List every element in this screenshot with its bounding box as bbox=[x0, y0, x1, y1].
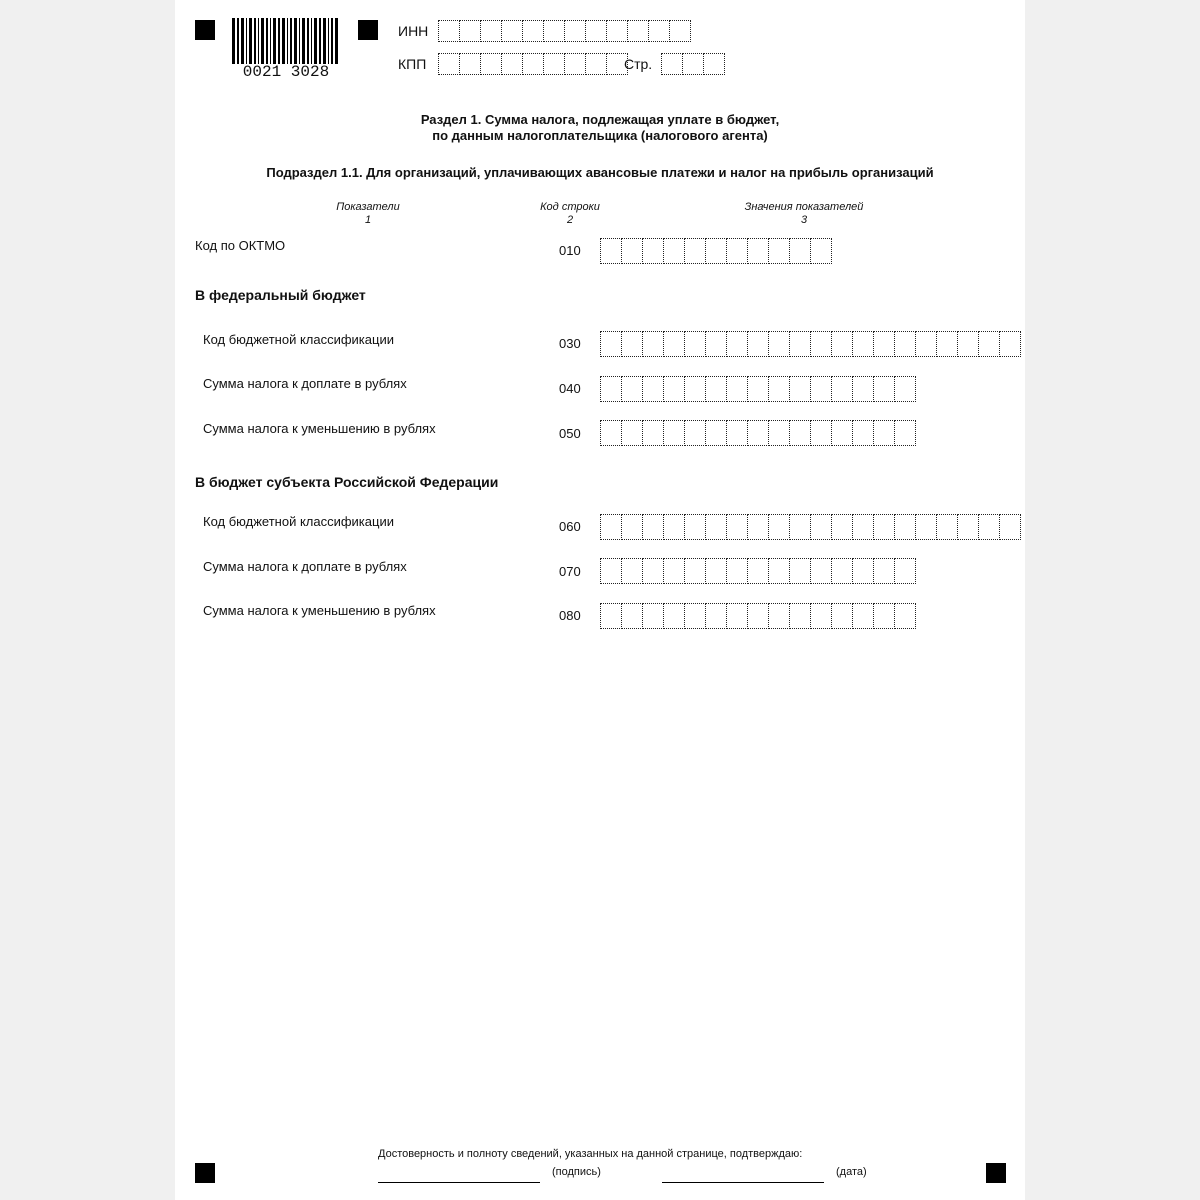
entry-cell[interactable] bbox=[481, 20, 502, 42]
entry-cell[interactable] bbox=[811, 376, 832, 402]
entry-cell[interactable] bbox=[937, 331, 958, 357]
oktmo-line-code: 010 bbox=[559, 243, 581, 258]
entry-cell[interactable] bbox=[502, 53, 523, 75]
regional-tax-payable-label: Сумма налога к доплате в рублях bbox=[203, 559, 407, 574]
entry-cell[interactable] bbox=[685, 514, 706, 540]
entry-cell[interactable] bbox=[748, 238, 769, 264]
entry-cell[interactable] bbox=[664, 603, 685, 629]
entry-cell[interactable] bbox=[853, 603, 874, 629]
entry-cell[interactable] bbox=[874, 514, 895, 540]
entry-cell[interactable] bbox=[643, 603, 664, 629]
entry-cell[interactable] bbox=[790, 376, 811, 402]
entry-cell[interactable] bbox=[622, 420, 643, 446]
entry-cell[interactable] bbox=[790, 558, 811, 584]
entry-cell[interactable] bbox=[874, 558, 895, 584]
entry-cell[interactable] bbox=[685, 376, 706, 402]
entry-cell[interactable] bbox=[685, 331, 706, 357]
entry-cell[interactable] bbox=[769, 420, 790, 446]
entry-cell[interactable] bbox=[832, 603, 853, 629]
entry-cell[interactable] bbox=[853, 558, 874, 584]
page-number-label: Стр. bbox=[624, 56, 653, 72]
entry-cell[interactable] bbox=[874, 376, 895, 402]
kpp-label: КПП bbox=[398, 56, 427, 72]
entry-cell[interactable] bbox=[622, 376, 643, 402]
section-title-line1: Раздел 1. Сумма налога, подлежащая уплате в бюджет, bbox=[420, 112, 780, 127]
entry-cell[interactable] bbox=[622, 238, 643, 264]
entry-cell[interactable] bbox=[769, 603, 790, 629]
entry-cell[interactable] bbox=[790, 238, 811, 264]
entry-cell[interactable] bbox=[979, 331, 1000, 357]
entry-cell[interactable] bbox=[622, 514, 643, 540]
entry-cell[interactable] bbox=[1000, 514, 1021, 540]
entry-cell[interactable] bbox=[622, 331, 643, 357]
barcode bbox=[232, 18, 340, 80]
entry-cell[interactable] bbox=[769, 376, 790, 402]
entry-cell[interactable] bbox=[628, 20, 649, 42]
entry-cell[interactable] bbox=[643, 376, 664, 402]
entry-cell[interactable] bbox=[748, 603, 769, 629]
entry-cell[interactable] bbox=[649, 20, 670, 42]
federal-tax-reduction-cells[interactable] bbox=[600, 420, 916, 442]
federal-tax-reduction-label: Сумма налога к уменьшению в рублях bbox=[203, 421, 436, 436]
date-label: (дата) bbox=[836, 1166, 867, 1178]
entry-cell[interactable] bbox=[832, 376, 853, 402]
entry-cell[interactable] bbox=[685, 603, 706, 629]
entry-cell[interactable] bbox=[874, 603, 895, 629]
entry-cell[interactable] bbox=[600, 420, 622, 446]
regional-kbk-cells[interactable] bbox=[600, 514, 1021, 536]
entry-cell[interactable] bbox=[979, 514, 1000, 540]
oktmo-label: Код по ОКТМО bbox=[195, 238, 286, 253]
entry-cell[interactable] bbox=[748, 331, 769, 357]
entry-cell[interactable] bbox=[706, 514, 727, 540]
entry-cell[interactable] bbox=[622, 603, 643, 629]
entry-cell[interactable] bbox=[853, 376, 874, 402]
confirmation-text: Достоверность и полноту сведений, указанных на данной странице, подтверждаю: bbox=[378, 1148, 803, 1160]
entry-cell[interactable] bbox=[523, 20, 544, 42]
entry-cell[interactable] bbox=[937, 514, 958, 540]
entry-cell[interactable] bbox=[600, 376, 622, 402]
column-header-number: 1 bbox=[364, 214, 372, 226]
entry-cell[interactable] bbox=[895, 376, 916, 402]
signature-label: (подпись) bbox=[552, 1166, 601, 1178]
regional-tax-reduction-line-code: 080 bbox=[559, 608, 581, 623]
entry-cell[interactable] bbox=[600, 331, 622, 357]
entry-cell[interactable] bbox=[811, 603, 832, 629]
entry-cell[interactable] bbox=[895, 331, 916, 357]
entry-cell[interactable] bbox=[916, 514, 937, 540]
entry-cell[interactable] bbox=[481, 53, 502, 75]
entry-cell[interactable] bbox=[727, 376, 748, 402]
entry-cell[interactable] bbox=[544, 20, 565, 42]
entry-cell[interactable] bbox=[600, 238, 622, 264]
entry-cell[interactable] bbox=[523, 53, 544, 75]
signature-line[interactable] bbox=[378, 1182, 540, 1183]
entry-cell[interactable] bbox=[790, 420, 811, 446]
entry-cell[interactable] bbox=[895, 420, 916, 446]
entry-cell[interactable] bbox=[811, 514, 832, 540]
entry-cell[interactable] bbox=[811, 558, 832, 584]
entry-cell[interactable] bbox=[706, 331, 727, 357]
federal-kbk-line-code: 030 bbox=[559, 336, 581, 351]
federal-budget-heading: В федеральный бюджет bbox=[195, 287, 366, 303]
entry-cell[interactable] bbox=[790, 331, 811, 357]
barcode-bars-icon bbox=[232, 18, 340, 68]
column-header-line-code bbox=[470, 201, 670, 227]
entry-cell[interactable] bbox=[832, 420, 853, 446]
oktmo-cells[interactable] bbox=[600, 238, 832, 260]
entry-cell[interactable] bbox=[643, 514, 664, 540]
subsection-title: Подраздел 1.1. Для организаций, уплачивающих авансовые платежи и налог на прибыль организаций bbox=[266, 165, 934, 180]
entry-cell[interactable] bbox=[1000, 331, 1021, 357]
entry-cell[interactable] bbox=[607, 20, 628, 42]
inn-label: ИНН bbox=[398, 23, 429, 39]
corner-marker-bottom-right bbox=[986, 1163, 1006, 1183]
entry-cell[interactable] bbox=[790, 514, 811, 540]
entry-cell[interactable] bbox=[727, 420, 748, 446]
entry-cell[interactable] bbox=[706, 420, 727, 446]
column-header-name: Значения показателей bbox=[744, 201, 864, 213]
federal-tax-payable-line-code: 040 bbox=[559, 381, 581, 396]
entry-cell[interactable] bbox=[748, 514, 769, 540]
column-header-name: Код строки bbox=[540, 201, 600, 213]
entry-cell[interactable] bbox=[790, 603, 811, 629]
entry-cell[interactable] bbox=[460, 20, 481, 42]
column-header-indicators bbox=[268, 201, 468, 227]
federal-tax-payable-label: Сумма налога к доплате в рублях bbox=[203, 376, 407, 391]
entry-cell[interactable] bbox=[958, 331, 979, 357]
column-header-name: Показатели bbox=[336, 201, 400, 213]
entry-cell[interactable] bbox=[683, 53, 704, 75]
entry-cell[interactable] bbox=[853, 514, 874, 540]
entry-cell[interactable] bbox=[811, 331, 832, 357]
entry-cell[interactable] bbox=[704, 53, 725, 75]
corner-marker-bottom-left bbox=[195, 1163, 215, 1183]
regional-tax-payable-cells[interactable] bbox=[600, 558, 916, 580]
entry-cell[interactable] bbox=[600, 558, 622, 584]
federal-kbk-cells[interactable] bbox=[600, 331, 1021, 353]
entry-cell[interactable] bbox=[643, 238, 664, 264]
entry-cell[interactable] bbox=[643, 331, 664, 357]
barcode-number: 0021 3028 bbox=[232, 64, 340, 80]
federal-tax-payable-cells[interactable] bbox=[600, 376, 916, 398]
section-title-line2: по данным налогоплательщика (налогового агента) bbox=[432, 128, 768, 143]
entry-cell[interactable] bbox=[438, 53, 460, 75]
entry-cell[interactable] bbox=[832, 514, 853, 540]
regional-kbk-label: Код бюджетной классификации bbox=[203, 514, 394, 529]
column-header-number: 2 bbox=[566, 214, 574, 226]
federal-kbk-label: Код бюджетной классификации bbox=[203, 332, 394, 347]
entry-cell[interactable] bbox=[586, 53, 607, 75]
entry-cell[interactable] bbox=[727, 331, 748, 357]
entry-cell[interactable] bbox=[544, 53, 565, 75]
regional-tax-reduction-label: Сумма налога к уменьшению в рублях bbox=[203, 603, 436, 618]
entry-cell[interactable] bbox=[664, 376, 685, 402]
entry-cell[interactable] bbox=[874, 420, 895, 446]
entry-cell[interactable] bbox=[685, 558, 706, 584]
entry-cell[interactable] bbox=[438, 20, 460, 42]
entry-cell[interactable] bbox=[664, 420, 685, 446]
regional-budget-heading: В бюджет субъекта Российской Федерации bbox=[195, 474, 499, 490]
entry-cell[interactable] bbox=[769, 514, 790, 540]
entry-cell[interactable] bbox=[670, 20, 691, 42]
entry-cell[interactable] bbox=[600, 514, 622, 540]
regional-tax-reduction-cells[interactable] bbox=[600, 603, 916, 625]
page-number-cells[interactable] bbox=[661, 53, 725, 75]
entry-cell[interactable] bbox=[600, 603, 622, 629]
entry-cell[interactable] bbox=[769, 331, 790, 357]
entry-cell[interactable] bbox=[811, 238, 832, 264]
entry-cell[interactable] bbox=[664, 238, 685, 264]
entry-cell[interactable] bbox=[586, 20, 607, 42]
entry-cell[interactable] bbox=[661, 53, 683, 75]
federal-tax-reduction-line-code: 050 bbox=[559, 426, 581, 441]
inn-cells[interactable] bbox=[438, 20, 691, 42]
entry-cell[interactable] bbox=[664, 558, 685, 584]
entry-cell[interactable] bbox=[853, 331, 874, 357]
entry-cell[interactable] bbox=[748, 420, 769, 446]
entry-cell[interactable] bbox=[811, 420, 832, 446]
entry-cell[interactable] bbox=[895, 514, 916, 540]
entry-cell[interactable] bbox=[874, 331, 895, 357]
entry-cell[interactable] bbox=[643, 420, 664, 446]
corner-marker-top-center bbox=[358, 20, 378, 40]
kpp-cells[interactable] bbox=[438, 53, 628, 75]
regional-tax-payable-line-code: 070 bbox=[559, 564, 581, 579]
entry-cell[interactable] bbox=[502, 20, 523, 42]
entry-cell[interactable] bbox=[895, 558, 916, 584]
column-header-values bbox=[704, 201, 904, 227]
entry-cell[interactable] bbox=[685, 420, 706, 446]
entry-cell[interactable] bbox=[706, 376, 727, 402]
entry-cell[interactable] bbox=[706, 558, 727, 584]
entry-cell[interactable] bbox=[685, 238, 706, 264]
entry-cell[interactable] bbox=[460, 53, 481, 75]
entry-cell[interactable] bbox=[853, 420, 874, 446]
entry-cell[interactable] bbox=[727, 238, 748, 264]
entry-cell[interactable] bbox=[664, 331, 685, 357]
entry-cell[interactable] bbox=[748, 376, 769, 402]
entry-cell[interactable] bbox=[832, 331, 853, 357]
entry-cell[interactable] bbox=[769, 238, 790, 264]
entry-cell[interactable] bbox=[727, 558, 748, 584]
regional-kbk-line-code: 060 bbox=[559, 519, 581, 534]
entry-cell[interactable] bbox=[643, 558, 664, 584]
entry-cell[interactable] bbox=[565, 20, 586, 42]
entry-cell[interactable] bbox=[727, 603, 748, 629]
column-header-number: 3 bbox=[800, 214, 808, 226]
entry-cell[interactable] bbox=[916, 331, 937, 357]
entry-cell[interactable] bbox=[565, 53, 586, 75]
corner-marker-top-left bbox=[195, 20, 215, 40]
date-line[interactable] bbox=[662, 1182, 824, 1183]
entry-cell[interactable] bbox=[622, 558, 643, 584]
entry-cell[interactable] bbox=[958, 514, 979, 540]
entry-cell[interactable] bbox=[769, 558, 790, 584]
entry-cell[interactable] bbox=[706, 603, 727, 629]
entry-cell[interactable] bbox=[895, 603, 916, 629]
entry-cell[interactable] bbox=[664, 514, 685, 540]
entry-cell[interactable] bbox=[706, 238, 727, 264]
entry-cell[interactable] bbox=[727, 514, 748, 540]
entry-cell[interactable] bbox=[832, 558, 853, 584]
entry-cell[interactable] bbox=[748, 558, 769, 584]
